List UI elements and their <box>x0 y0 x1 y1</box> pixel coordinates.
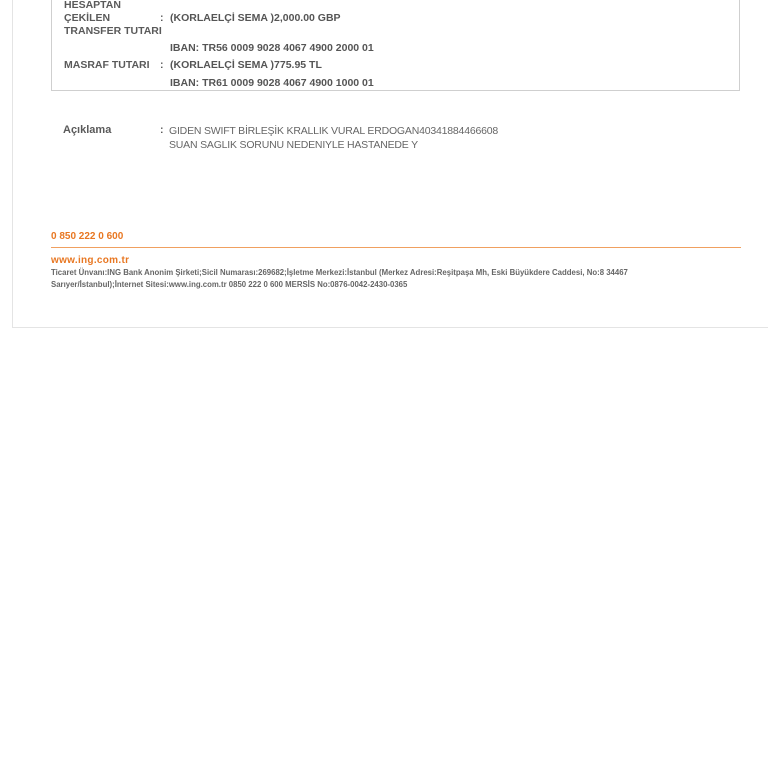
footer-website-link[interactable]: www.ing.com.tr <box>51 255 130 266</box>
footer-phone: 0 850 222 0 600 <box>51 231 124 242</box>
fee-colon: : <box>160 59 164 71</box>
fee-iban: IBAN: TR61 0009 9028 4067 4900 1000 01 <box>170 77 374 89</box>
transfer-label-line-2: ÇEKİLEN <box>64 12 111 24</box>
footer-legal-line-1: Ticaret Ünvanı:ING Bank Anonim Şirketi;Sicil Numarası:269682;İşletme Merkezi:İstanbul (Merkez Adresi:Reşitpaşa Mh, Eski Büyükdere Caddesi, No:8 34467 <box>51 268 628 277</box>
transfer-details-box <box>51 0 740 91</box>
transfer-label-line-1: HESAPTAN <box>64 0 121 11</box>
transfer-colon: : <box>160 12 164 24</box>
fee-amount-value: (KORLAELÇİ SEMA )775.95 TL <box>170 59 322 71</box>
description-line-1: GIDEN SWIFT BİRLEŞİK KRALLIK VURAL ERDOGAN40341884466608 <box>169 125 499 137</box>
description-line-2: SUAN SAGLIK SORUNU NEDENIYLE HASTANEDE Y <box>169 139 418 151</box>
transfer-iban: IBAN: TR56 0009 9028 4067 4900 2000 01 <box>170 42 374 54</box>
description-label: Açıklama <box>63 124 112 136</box>
fee-label: MASRAF TUTARI <box>64 59 150 71</box>
footer-legal-line-2: Sarıyer/İstanbul);İnternet Sitesi:www.ing.com.tr 0850 222 0 600 MERSİS No:0876-0042-2430-0365 <box>51 280 408 289</box>
footer-divider <box>51 247 741 248</box>
transfer-amount-value: (KORLAELÇİ SEMA )2,000.00 GBP <box>170 12 341 24</box>
transfer-label-line-3: TRANSFER TUTARI <box>64 25 162 37</box>
description-colon: : <box>160 124 164 136</box>
footer-legal-text <box>51 267 741 291</box>
